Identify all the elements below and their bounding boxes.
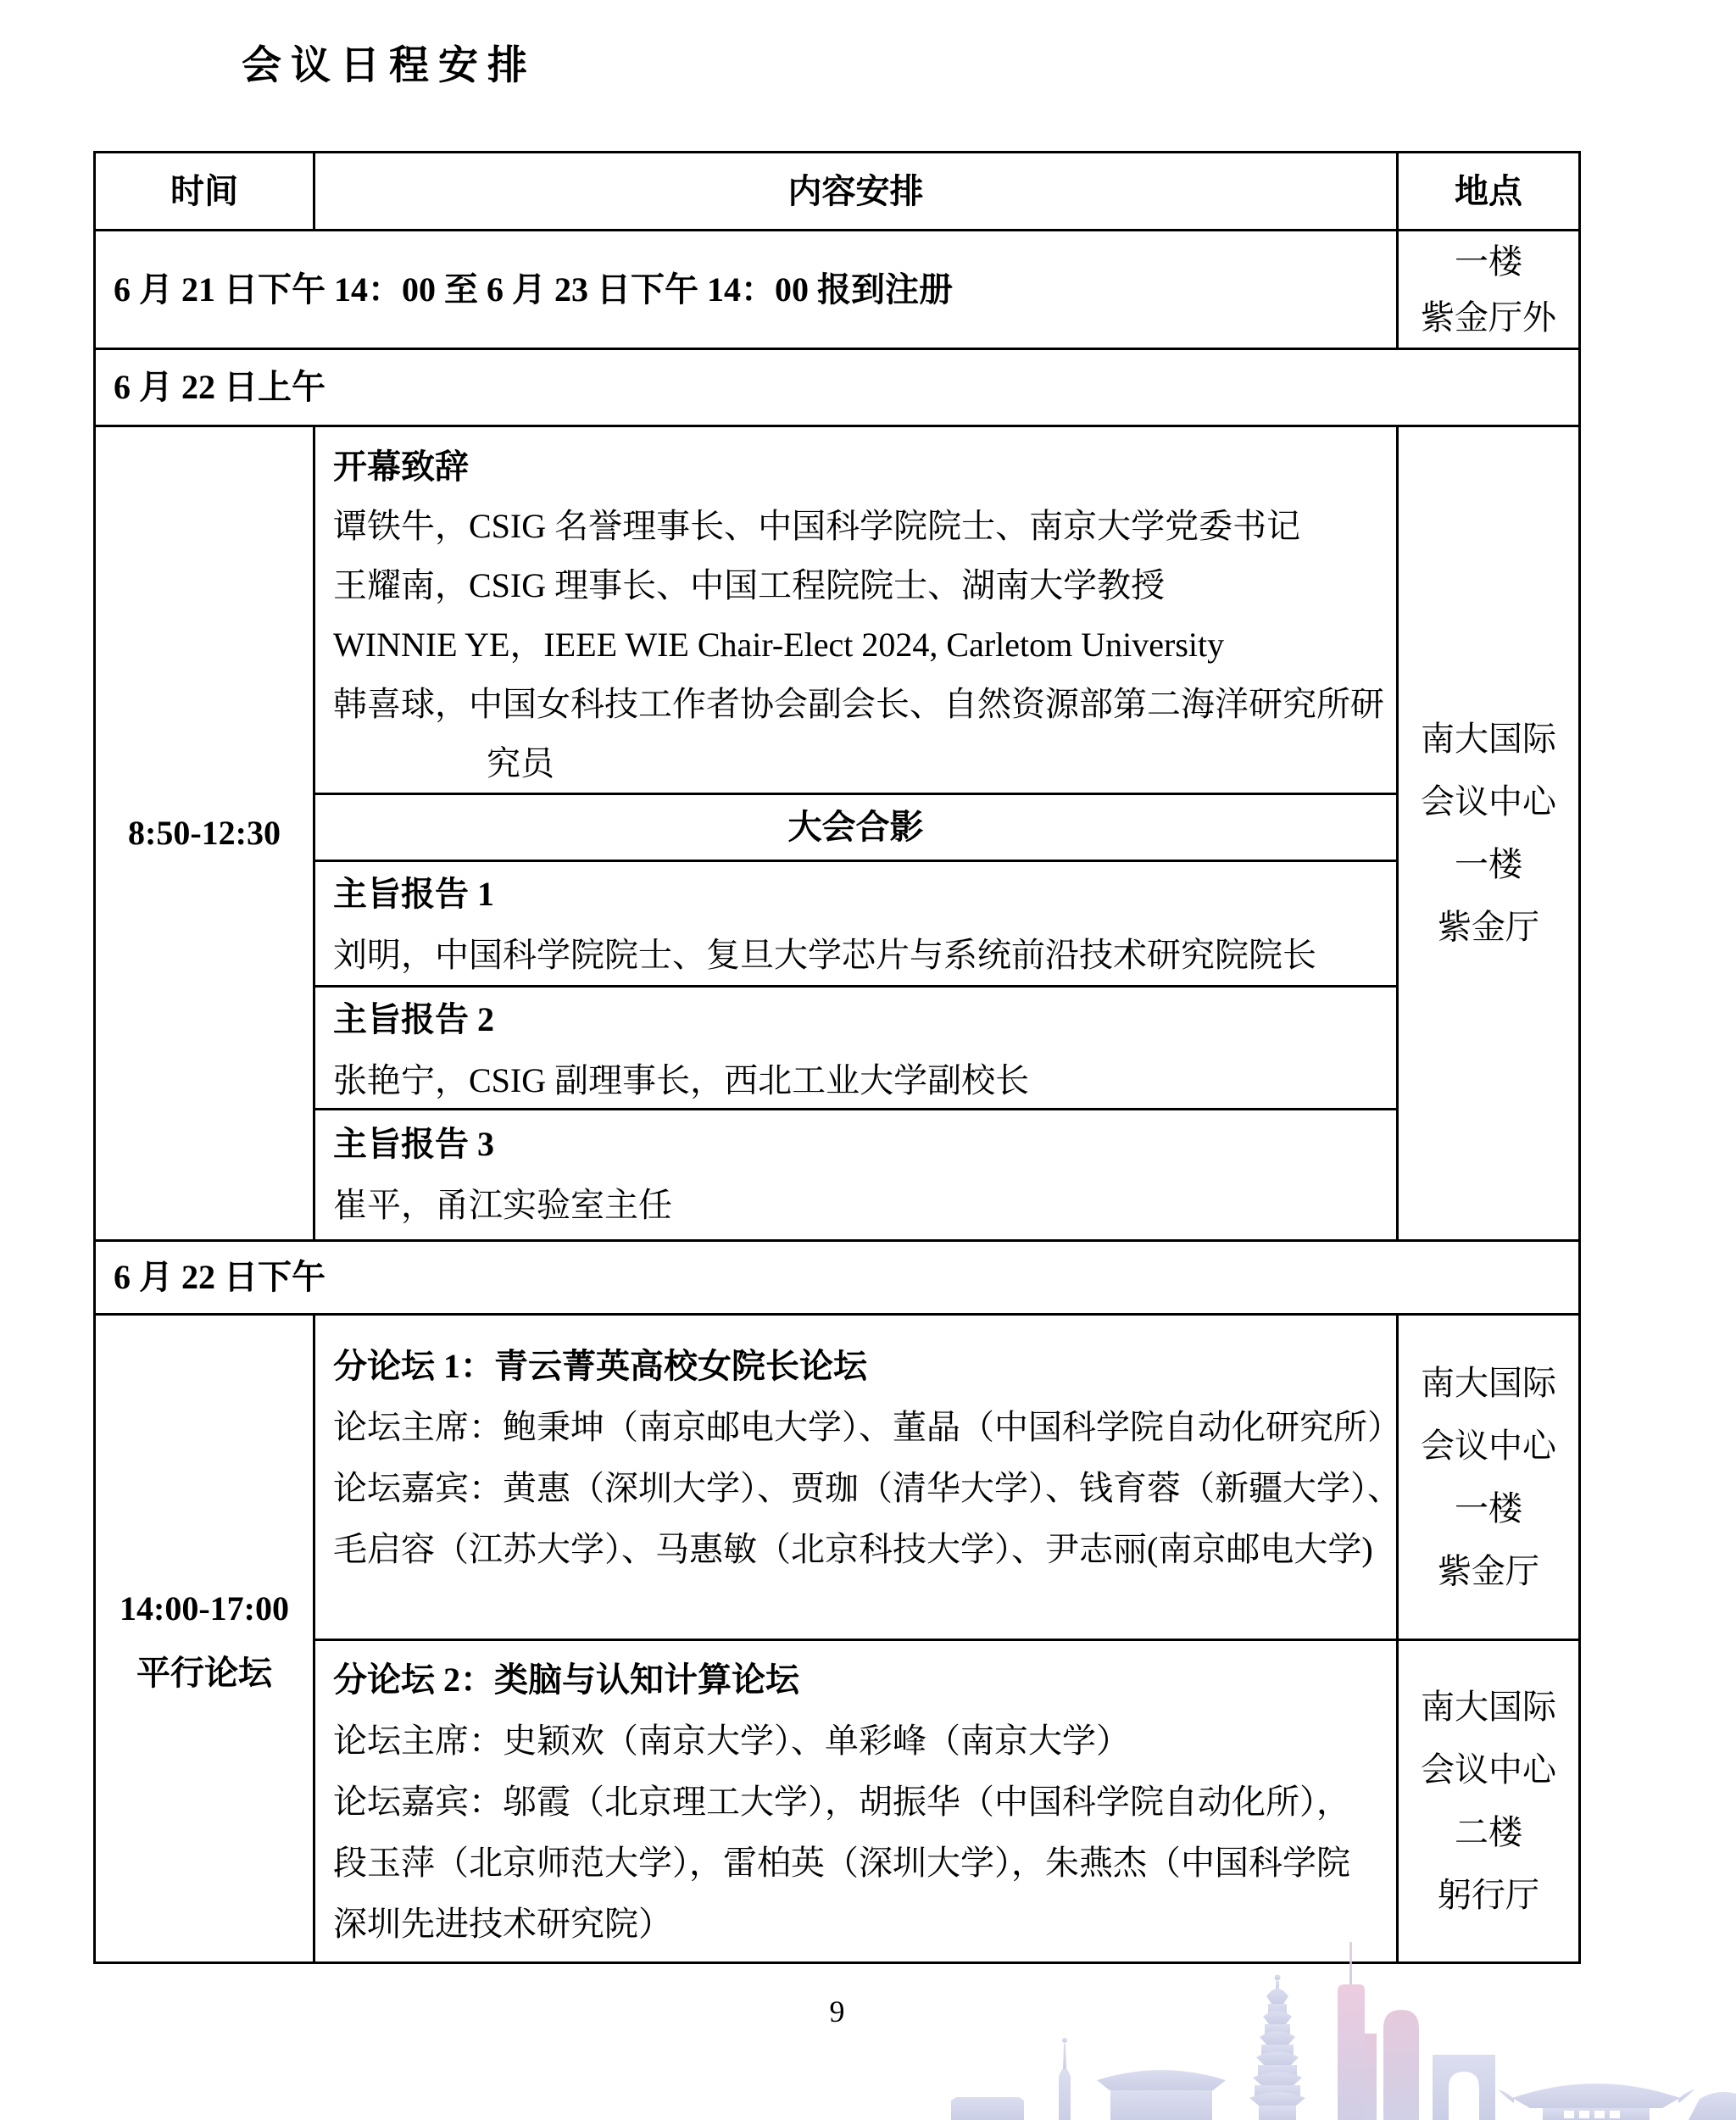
section-row-morning: 6 月 22 日上午 [96,350,1578,427]
city-skyline-watermark [939,1942,1736,2120]
registration-row-cell: 6 月 21 日下午 14：00 至 6 月 23 日下午 14：00 报到注册 [96,231,1399,350]
pagoda-silhouette [1249,1975,1305,2120]
location-line: 躬行厅 [1438,1876,1539,1914]
morning-location-cell [1399,427,1578,1242]
keynote-title: 主旨报告 3 [333,1125,494,1163]
forum-1-content-cell [315,1316,1399,1641]
location-line: 二楼 [1455,1813,1522,1851]
keynote-title: 主旨报告 2 [333,1000,494,1038]
temple-roof-building-silhouette [1498,2084,1694,2120]
spire-tower-silhouette [1059,2038,1071,2120]
forum-line: 论坛主席：史颖欢（南京大学）、单彩峰（南京大学） [333,1722,1130,1760]
gate-building-silhouette [1097,2070,1226,2120]
keynote-speaker: 张艳宁，CSIG 副理事长，西北工业大学副校长 [333,1061,1030,1099]
speaker-line: WINNIE YE，IEEE WIE Chair-Elect 2024, Carletom University [333,626,1225,664]
location-line: 南大国际 [1421,720,1556,758]
forum-title: 分论坛 2：类脑与认知计算论坛 [333,1661,799,1699]
forum-line: 深圳先进技术研究院） [333,1905,672,1943]
speaker-line: 谭铁牛，CSIG 名誉理事长、中国科学院院士、南京大学党委书记 [333,507,1301,545]
section-row-afternoon: 6 月 22 日下午 [96,1242,1578,1316]
forum-title: 分论坛 1：青云菁英高校女院长论坛 [333,1347,867,1385]
round-top-tower-silhouette [1383,2010,1419,2120]
opening-remarks-cell [315,427,1399,795]
speaker-line: 韩喜球，中国女科技工作者协会副会长、自然资源部第二海洋研究所研 [333,685,1384,723]
location-line: 会议中心 [1421,782,1556,821]
location-line: 南大国际 [1421,1688,1556,1726]
schedule-table [93,151,1581,1964]
location-line: 紫金厅 [1438,908,1539,946]
location-line: 紫金厅外 [1421,298,1556,337]
morning-time-cell: 8:50-12:30 [96,427,315,1242]
location-line: 紫金厅 [1438,1551,1539,1590]
location-line: 一楼 [1455,1488,1522,1527]
forum-line: 论坛主席：鲍秉坤（南京邮电大学）、董晶（中国科学院自动化研究所） [333,1408,1401,1446]
afternoon-time-cell [96,1316,315,1964]
location-line: 一楼 [1455,242,1522,281]
page-number: 9 [829,1995,845,2028]
header-cell-content: 内容安排 [315,153,1399,231]
forum-line: 段玉萍（北京师范大学），雷柏英（深圳大学），朱燕杰（中国科学院 [333,1844,1350,1882]
keynote-speaker: 刘明，中国科学院院士、复旦大学芯片与系统前沿技术研究院院长 [333,936,1316,974]
keynote-2-cell [315,988,1399,1110]
time-note: 平行论坛 [136,1654,272,1692]
time-range: 14:00-17:00 [120,1589,289,1628]
location-line: 会议中心 [1421,1750,1556,1789]
forum-2-content-cell [315,1641,1399,1961]
location-line: 一楼 [1455,845,1522,883]
location-line: 会议中心 [1421,1426,1556,1465]
arch-tower-silhouette [1433,2055,1495,2120]
keynote-title: 主旨报告 1 [333,875,494,913]
location-line: 南大国际 [1421,1363,1556,1402]
edge-roof-silhouette [1689,2092,1736,2120]
registration-location-cell [1399,231,1578,350]
speaker-line: 王耀南，CSIG 理事长、中国工程院院士、湖南大学教授 [333,566,1166,604]
header-cell-time: 时间 [96,153,315,231]
forum-line: 论坛嘉宾：黄惠（深圳大学）、贾珈（清华大学）、钱育蓉（新疆大学）、 [333,1469,1401,1507]
keynote-3-cell [315,1110,1399,1242]
keynote-1-cell [315,862,1399,988]
speaker-line-continuation: 究员 [487,744,554,782]
keynote-speaker: 崔平，甬江实验室主任 [333,1186,672,1224]
forum-line: 论坛嘉宾：邬霞（北京理工大学），胡振华（中国科学院自动化所）， [333,1783,1350,1821]
header-cell-location: 地点 [1399,153,1578,231]
opening-title: 开幕致辞 [333,448,469,486]
low-building-silhouette [951,2097,1024,2120]
forum-1-location-cell [1399,1316,1578,1641]
forum-2-location-cell [1399,1641,1578,1961]
group-photo-cell: 大会合影 [315,795,1399,862]
tall-tower-silhouette [1338,1942,1377,2120]
page-title: 会议日程安排 [242,44,537,88]
forum-line: 毛启容（江苏大学）、马惠敏（北京科技大学）、尹志丽(南京邮电大学) [333,1530,1373,1568]
